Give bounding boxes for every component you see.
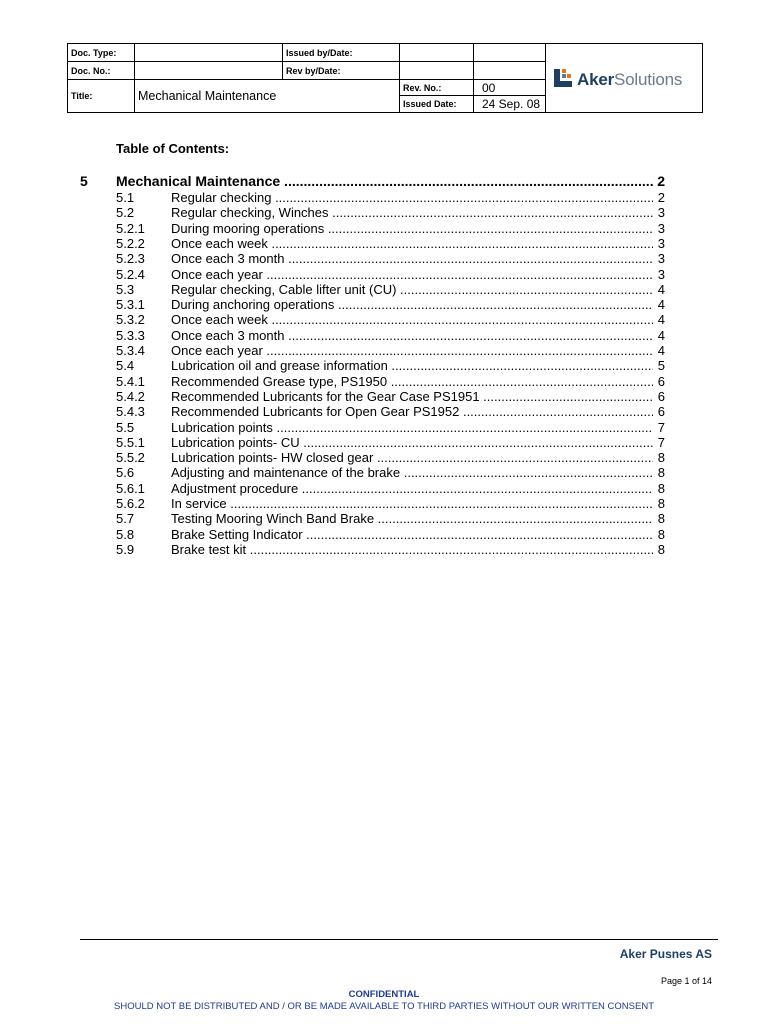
toc-entry-page: 4 bbox=[657, 281, 665, 297]
toc-entry[interactable] bbox=[116, 374, 665, 390]
toc-entry-number: 5.4 bbox=[116, 358, 135, 374]
toc-entry[interactable] bbox=[116, 282, 665, 298]
toc-entry[interactable] bbox=[116, 328, 665, 344]
toc-title: Table of Contents: bbox=[116, 141, 230, 156]
issued-date-label: Issued Date: bbox=[400, 96, 474, 112]
title-label: Title: bbox=[68, 80, 135, 112]
toc-entry[interactable] bbox=[116, 527, 665, 543]
logo-mark-icon bbox=[554, 69, 572, 87]
toc-entry-page: 4 bbox=[657, 312, 665, 328]
toc-entry-label: Adjustment procedure ..... bbox=[171, 481, 653, 497]
logo-text: AkerSolutions bbox=[577, 70, 683, 89]
doc-no-value bbox=[135, 62, 283, 80]
toc-entry-page: 2 bbox=[657, 173, 665, 189]
aker-solutions-logo bbox=[546, 44, 703, 112]
issued-date-value: 24 Sep. 08 bbox=[474, 96, 546, 112]
toc-entry-number: 5.4.1 bbox=[116, 373, 145, 389]
toc-entry-number: 5.6.2 bbox=[116, 496, 145, 511]
toc-entry-label: During mooring operations ..... bbox=[171, 221, 653, 237]
toc-entry-number: 5.3.3 bbox=[116, 327, 145, 343]
toc-entry-label: Recommended Lubricants for the Gear Case PS1951 ..... bbox=[171, 389, 653, 405]
toc-entry-page: 4 bbox=[657, 343, 665, 358]
toc-entry-page: 3 bbox=[657, 266, 665, 282]
toc-entry[interactable] bbox=[116, 404, 665, 420]
toc-entry-number: 5.1 bbox=[116, 190, 135, 205]
toc-entry-label: Lubrication oil and grease information ..... bbox=[171, 358, 653, 374]
toc-entry-number: 5.2 bbox=[116, 205, 135, 221]
doc-no-label: Doc. No.: bbox=[68, 62, 135, 80]
toc-entry-label: Adjusting and maintenance of the brake ..... bbox=[171, 465, 653, 481]
rev-no-value: 00 bbox=[474, 80, 546, 96]
toc-entry-number: 5.3 bbox=[116, 281, 135, 297]
toc-entry-number: 5 bbox=[80, 173, 88, 189]
toc-entry-page: 3 bbox=[657, 235, 665, 251]
toc-entry-number: 5.5 bbox=[116, 419, 135, 435]
toc-entry-number: 5.7 bbox=[116, 511, 135, 527]
toc-entry[interactable] bbox=[116, 465, 665, 481]
toc-entry-label: Once each 3 month ..... bbox=[171, 251, 653, 267]
toc-entry-label: Once each 3 month ..... bbox=[171, 328, 653, 344]
toc-entry-page: 6 bbox=[657, 373, 665, 389]
toc-entry-label: During anchoring operations ..... bbox=[171, 297, 653, 313]
toc-entry-page: 8 bbox=[657, 541, 665, 557]
toc-entry-label: Testing Mooring Winch Band Brake ..... bbox=[171, 511, 653, 527]
page-number: Page 1 of 14 bbox=[660, 976, 712, 986]
toc-entry-page: 3 bbox=[657, 220, 665, 236]
toc-entry[interactable] bbox=[116, 496, 665, 512]
toc-entry-page: 8 bbox=[657, 511, 665, 527]
toc-entry[interactable] bbox=[116, 236, 665, 252]
toc-entry[interactable] bbox=[116, 205, 665, 221]
issued-by-value bbox=[400, 44, 474, 62]
toc-entry-page: 5 bbox=[657, 358, 665, 374]
toc-entry-label: Lubrication points- HW closed gear ..... bbox=[171, 450, 653, 466]
toc-entry-page: 8 bbox=[657, 450, 665, 466]
toc-entry-number: 5.8 bbox=[116, 526, 135, 542]
toc-entry-label: In service ..... bbox=[171, 496, 653, 512]
doc-type-label: Doc. Type: bbox=[68, 44, 135, 62]
toc-entry-page: 7 bbox=[657, 434, 665, 450]
document-header-table bbox=[67, 43, 703, 113]
toc-entry-label: Lubrication points ..... bbox=[171, 420, 653, 436]
toc-entry-number: 5.4.2 bbox=[116, 388, 145, 404]
toc-entry-page: 6 bbox=[657, 388, 665, 404]
toc-entry-label: Once each week ..... bbox=[171, 236, 653, 252]
toc-entry[interactable] bbox=[116, 542, 665, 558]
toc-entry[interactable] bbox=[116, 450, 665, 466]
toc-entry[interactable] bbox=[116, 312, 665, 328]
toc-entry-number: 5.5.1 bbox=[116, 434, 145, 450]
toc-main-entry[interactable] bbox=[80, 173, 665, 189]
toc-entry-page: 4 bbox=[657, 297, 665, 313]
rev-no-label: Rev. No.: bbox=[400, 80, 474, 96]
toc-entry-label: Mechanical Maintenance ..... bbox=[116, 173, 653, 189]
toc-entry-number: 5.4.3 bbox=[116, 404, 145, 420]
toc-entry-page: 8 bbox=[657, 480, 665, 496]
toc-entry-number: 5.6.1 bbox=[116, 480, 145, 496]
toc-entry[interactable] bbox=[116, 511, 665, 527]
rev-by-date bbox=[474, 62, 546, 80]
toc-entry-page: 8 bbox=[657, 496, 665, 511]
toc-entry-number: 5.3.2 bbox=[116, 312, 145, 328]
rev-by-value bbox=[400, 62, 474, 80]
footer-divider bbox=[80, 939, 718, 940]
toc-entry-number: 5.2.4 bbox=[116, 266, 145, 282]
issued-by-label: Issued by/Date: bbox=[283, 44, 400, 62]
toc-entry-label: Once each year ..... bbox=[171, 343, 653, 359]
toc-entry[interactable] bbox=[116, 389, 665, 405]
toc-entry[interactable] bbox=[116, 251, 665, 267]
toc-entry-page: 4 bbox=[657, 327, 665, 343]
toc-entry[interactable] bbox=[116, 267, 665, 283]
toc-entry[interactable] bbox=[116, 420, 665, 436]
toc-entry-label: Regular checking ..... bbox=[171, 190, 653, 206]
toc-entry-number: 5.5.2 bbox=[116, 450, 145, 466]
toc-entry-page: 8 bbox=[657, 526, 665, 542]
toc-entry-label: Regular checking, Winches ..... bbox=[171, 205, 653, 221]
footer-company: Aker Pusnes AS bbox=[619, 947, 712, 961]
toc-entry-number: 5.9 bbox=[116, 541, 135, 557]
toc-entry-label: Once each week ..... bbox=[171, 312, 653, 328]
toc-entry-page: 3 bbox=[657, 205, 665, 221]
toc-entry-number: 5.6 bbox=[116, 465, 135, 481]
title-value: Mechanical Maintenance bbox=[135, 80, 400, 112]
toc-entry-label: Once each year ..... bbox=[171, 267, 653, 283]
toc-entry-number: 5.3.4 bbox=[116, 343, 145, 358]
toc-entry[interactable] bbox=[116, 343, 665, 359]
confidential-label: CONFIDENTIAL bbox=[348, 989, 420, 1000]
toc-entry-page: 2 bbox=[657, 190, 665, 205]
toc-entry-label: Brake Setting Indicator ..... bbox=[171, 527, 653, 543]
toc-entry-label: Recommended Lubricants for Open Gear PS1952 ..... bbox=[171, 404, 653, 420]
toc-entry-page: 6 bbox=[657, 404, 665, 420]
toc-entry-label: Recommended Grease type, PS1950 ..... bbox=[171, 374, 653, 390]
toc-entry-page: 3 bbox=[657, 251, 665, 267]
confidential-notice: SHOULD NOT BE DISTRIBUTED AND / OR BE MADE AVAILABLE TO THIRD PARTIES WITHOUT OUR WRITTEN CONSENT bbox=[114, 1001, 654, 1012]
toc-entry[interactable] bbox=[116, 358, 665, 374]
toc-entry[interactable] bbox=[116, 435, 665, 451]
toc-entry[interactable] bbox=[116, 297, 665, 313]
issued-by-date bbox=[474, 44, 546, 62]
toc-entry[interactable] bbox=[116, 221, 665, 237]
toc-entry-page: 7 bbox=[657, 419, 665, 435]
toc-entry-number: 5.3.1 bbox=[116, 297, 145, 313]
toc-entry-number: 5.2.1 bbox=[116, 220, 145, 236]
toc-entry-number: 5.2.2 bbox=[116, 235, 145, 251]
toc-entry[interactable] bbox=[116, 481, 665, 497]
toc-entry-label: Regular checking, Cable lifter unit (CU) ..... bbox=[171, 282, 653, 298]
toc-entry-page: 8 bbox=[657, 465, 665, 481]
toc-entry-number: 5.2.3 bbox=[116, 251, 145, 267]
toc-entry[interactable] bbox=[116, 190, 665, 206]
toc-entry-label: Lubrication points- CU ..... bbox=[171, 435, 653, 451]
rev-by-label: Rev by/Date: bbox=[283, 62, 400, 80]
doc-type-value bbox=[135, 44, 283, 62]
toc-entry-label: Brake test kit ..... bbox=[171, 542, 653, 558]
